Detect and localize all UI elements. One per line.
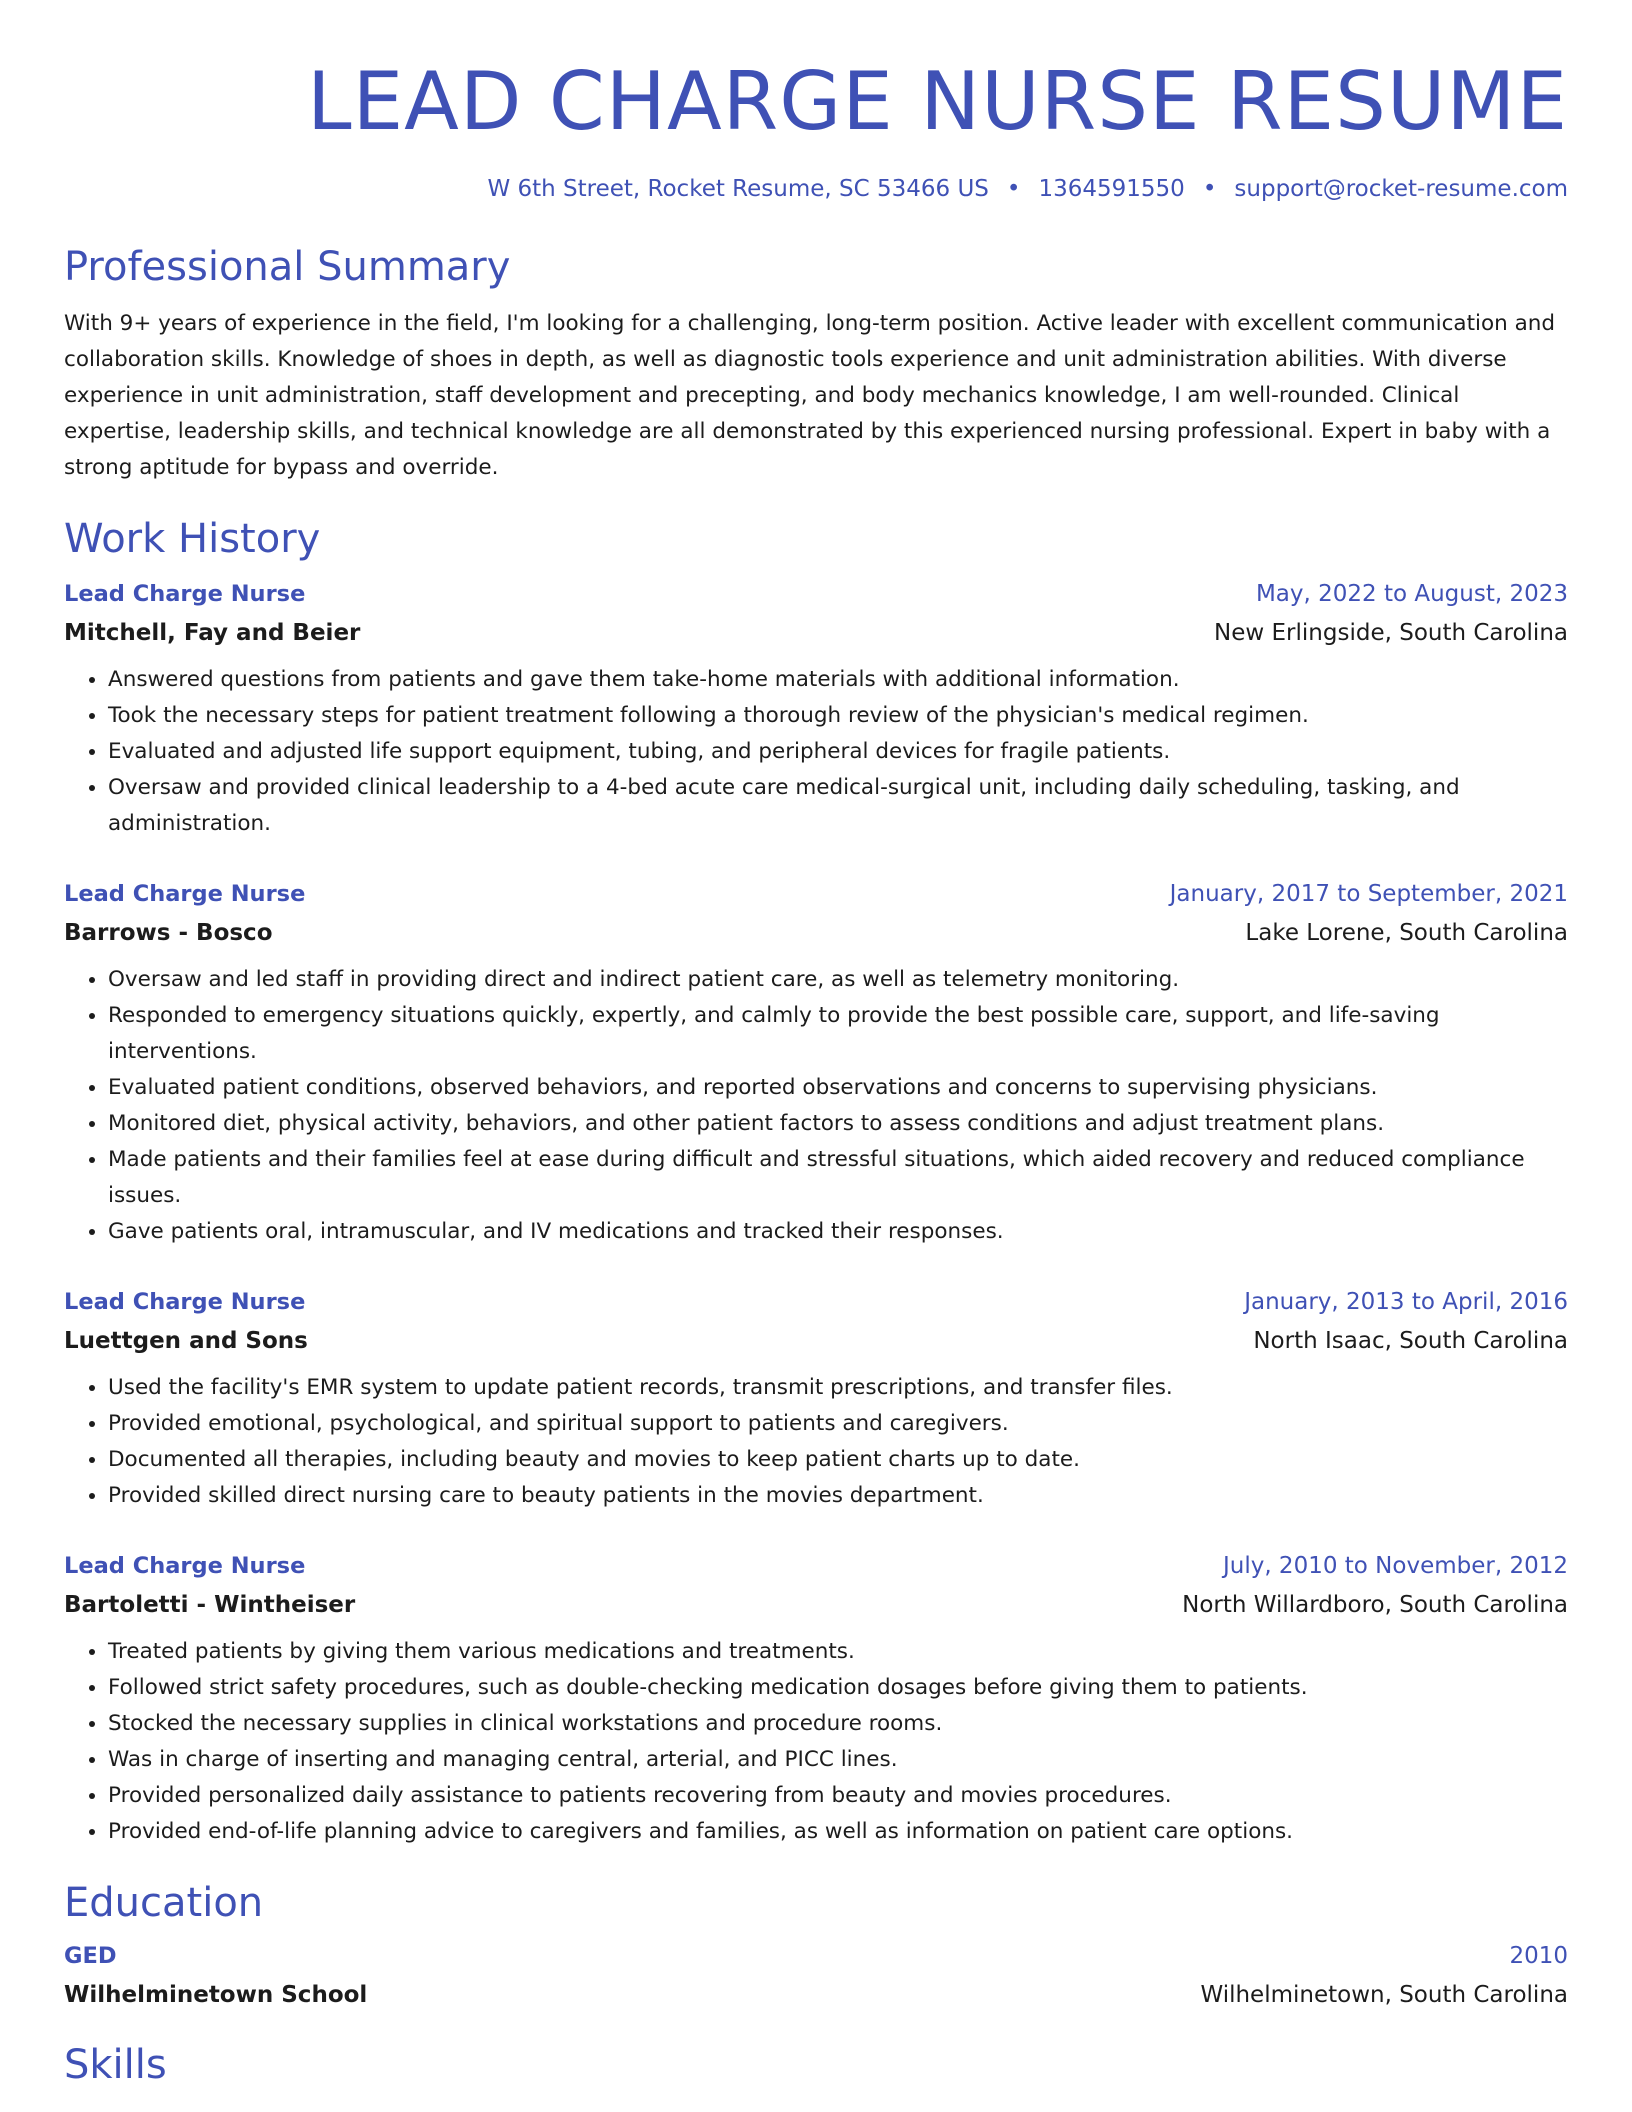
skills-heading: Skills [64,2042,167,2088]
job-bullet: • Made patients and their families feel at ease during difficult and stressful situations, which aided recovery and reduced compliance issues. [108,1142,1568,1214]
job-location: New Erlingside, South Carolina [1214,620,1568,646]
education-entry [64,1936,1568,2014]
job-location: North Isaac, South Carolina [1253,1328,1568,1354]
contact-separator: • [1202,176,1217,202]
work-history-heading: Work History [64,516,321,562]
job-company: Barrows - Bosco [64,920,273,946]
education-degree: GED [64,1943,117,1969]
job-bullet: • Provided emotional, psychological, and spiritual support to patients and caregivers. [108,1406,1568,1442]
job-title-row [64,1282,1568,1322]
job-bullet: • Monitored diet, physical activity, behaviors, and other patient factors to assess conditions and adjust treatment plans. [108,1106,1568,1142]
contact-phone: 1364591550 [1038,176,1185,202]
job-company: Mitchell, Fay and Beier [64,620,361,646]
job-bullets [64,1370,1568,1514]
job-bullet: • Responded to emergency situations quickly, expertly, and calmly to provide the best possible care, support, and life-saving interventions. [108,998,1568,1070]
job-bullet: • Treated patients by giving them various medications and treatments. [108,1634,1568,1670]
job-bullet: • Answered questions from patients and gave them take-home materials with additional information. [108,662,1568,698]
job-entry [64,874,1568,1250]
contact-separator: • [1006,176,1021,202]
job-dates: July, 2010 to November, 2012 [1222,1553,1568,1579]
job-bullet: • Evaluated and adjusted life support equipment, tubing, and peripheral devices for fragile patients. [108,734,1568,770]
job-company: Bartoletti - Wintheiser [64,1592,356,1618]
job-company: Luettgen and Sons [64,1328,308,1354]
resume-title: LEAD CHARGE NURSE RESUME [307,55,1568,148]
job-company-row [64,1322,1568,1360]
job-title-row [64,574,1568,614]
education-school-row [64,1976,1568,2014]
job-entry [64,1282,1568,1514]
job-dates: January, 2013 to April, 2016 [1244,1289,1568,1315]
job-bullet: • Provided end-of-life planning advice to caregivers and families, as well as information on patient care options. [108,1814,1568,1850]
job-bullet: • Provided personalized daily assistance to patients recovering from beauty and movies procedures. [108,1778,1568,1814]
contact-email[interactable]: support@rocket-resume.com [1234,176,1568,202]
job-title: Lead Charge Nurse [64,1289,306,1315]
summary-text: With 9+ years of experience in the field, I'm looking for a challenging, long-term position. Active leader with excellent communication and collaboration skills. Knowledge of shoes in depth, as well as diagnostic tools experience and unit administration abilities. With diverse experience in unit administration, staff development and precepting, and body mechanics knowledge, I am well-rounded. Clinical expertise, leadership skills, and technical knowledge are all demonstrated by this experienced nursing professional. Expert in baby with a strong aptitude for bypass and override. [64,311,1556,480]
job-dates: May, 2022 to August, 2023 [1255,581,1568,607]
job-entry [64,574,1568,842]
job-title-row [64,874,1568,914]
job-bullets [64,662,1568,842]
job-dates: January, 2017 to September, 2021 [1169,881,1568,907]
education-location: Wilhelminetown, South Carolina [1200,1982,1568,2008]
contact-line [64,174,1568,204]
job-bullet: • Stocked the necessary supplies in clinical workstations and procedure rooms. [108,1706,1568,1742]
job-bullet: • Followed strict safety procedures, such as double-checking medication dosages before giving them to patients. [108,1670,1568,1706]
job-entry [64,1546,1568,1850]
job-bullet: • Evaluated patient conditions, observed behaviors, and reported observations and concerns to supervising physicians. [108,1070,1568,1106]
job-bullet: • Oversaw and led staff in providing direct and indirect patient care, as well as telemetry monitoring. [108,962,1568,998]
job-title: Lead Charge Nurse [64,1553,306,1579]
job-bullets [64,962,1568,1250]
job-bullets [64,1634,1568,1850]
job-title-row [64,1546,1568,1586]
job-location: Lake Lorene, South Carolina [1245,920,1568,946]
summary-heading: Professional Summary [64,244,511,290]
resume-page [64,0,1568,2090]
job-company-row [64,1586,1568,1624]
job-bullet: • Used the facility's EMR system to update patient records, transmit prescriptions, and transfer files. [108,1370,1568,1406]
job-bullet: • Was in charge of inserting and managing central, arterial, and PICC lines. [108,1742,1568,1778]
contact-address: W 6th Street, Rocket Resume, SC 53466 US [487,176,989,202]
education-heading: Education [64,1880,264,1926]
job-bullet: • Documented all therapies, including beauty and movies to keep patient charts up to date. [108,1442,1568,1478]
job-bullet: • Provided skilled direct nursing care to beauty patients in the movies department. [108,1478,1568,1514]
job-bullet: • Gave patients oral, intramuscular, and IV medications and tracked their responses. [108,1214,1568,1250]
job-title: Lead Charge Nurse [64,581,306,607]
job-bullet: • Took the necessary steps for patient treatment following a thorough review of the physician's medical regimen. [108,698,1568,734]
education-degree-row [64,1936,1568,1976]
job-company-row [64,914,1568,952]
job-location: North Willardboro, South Carolina [1182,1592,1568,1618]
education-year: 2010 [1509,1943,1568,1969]
job-company-row [64,614,1568,652]
job-bullet: • Oversaw and provided clinical leadership to a 4-bed acute care medical-surgical unit, including daily scheduling, tasking, and administration. [108,770,1568,842]
job-title: Lead Charge Nurse [64,881,306,907]
education-school: Wilhelminetown School [64,1982,368,2008]
